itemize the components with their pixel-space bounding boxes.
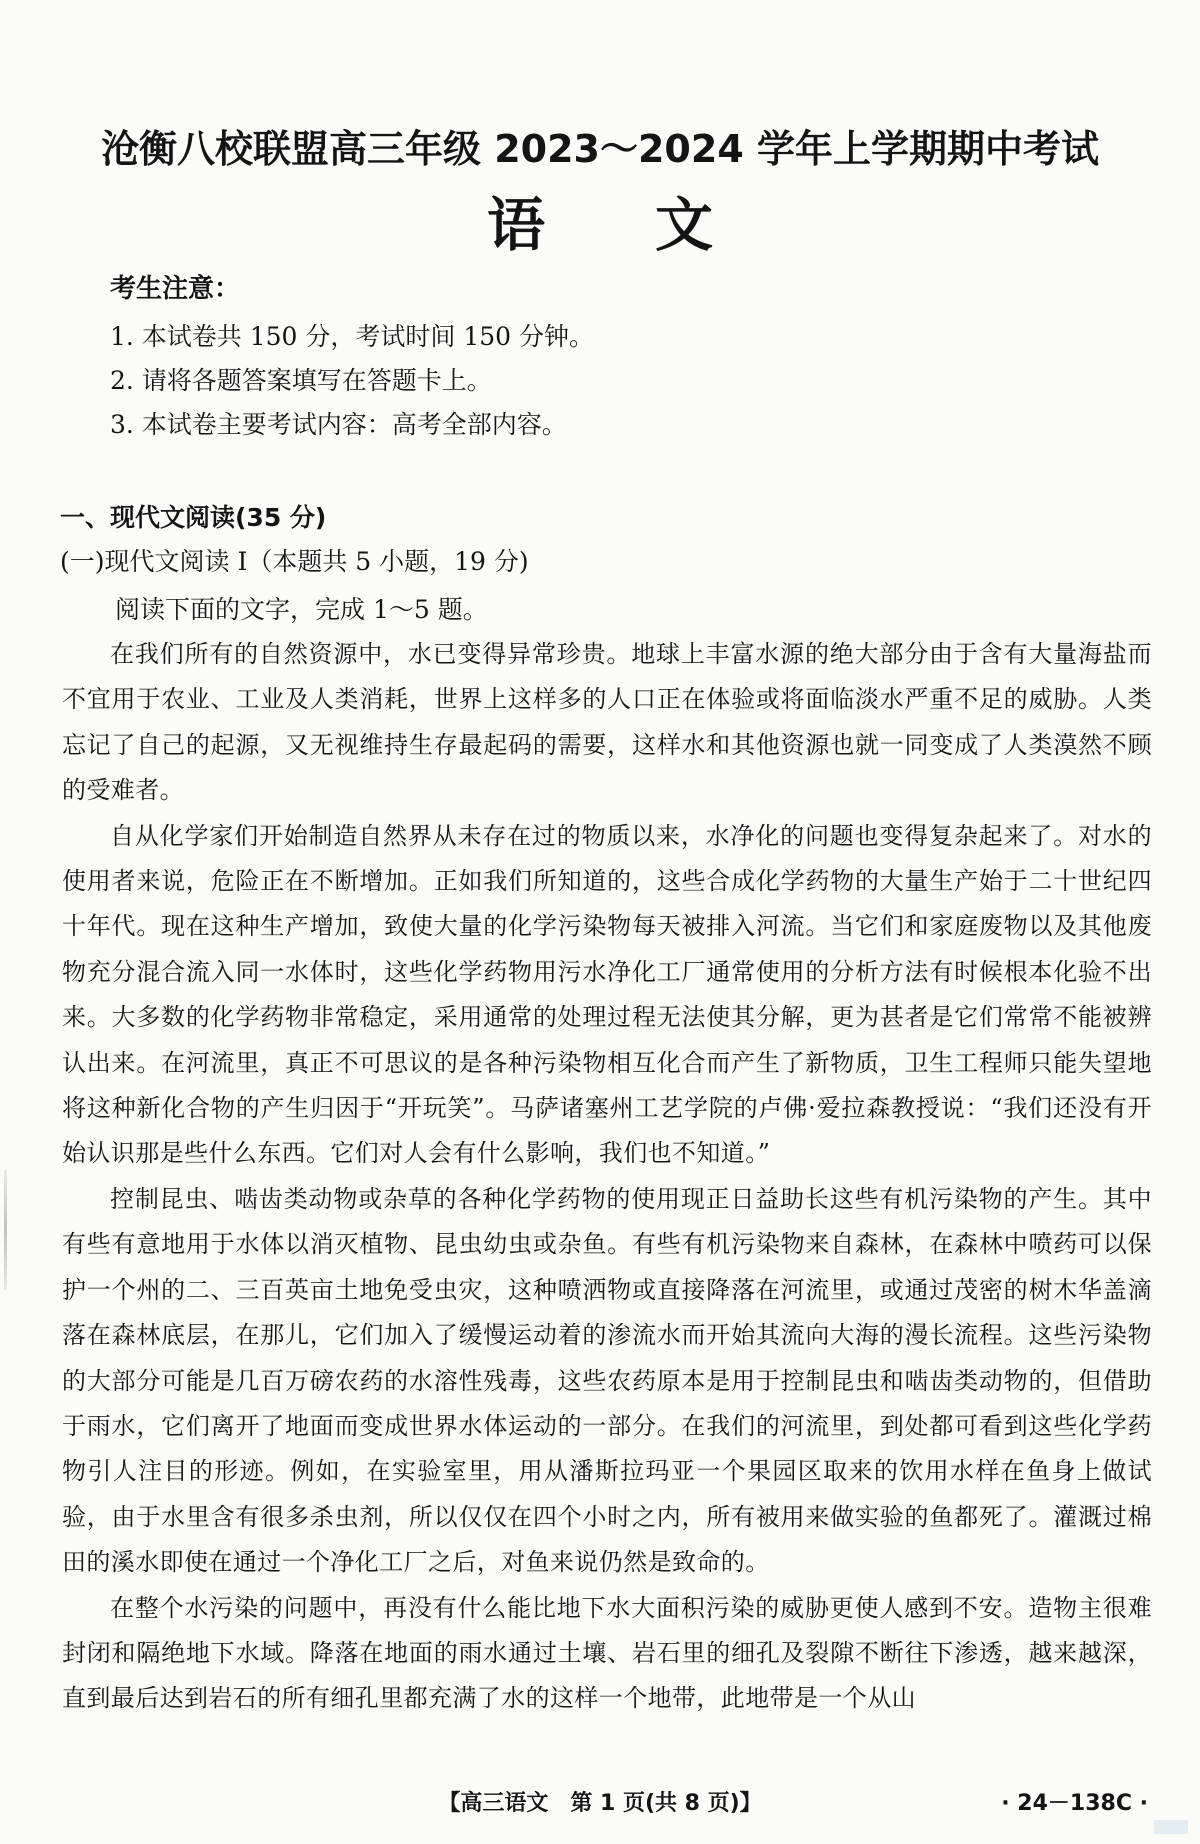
notice-item: 2. 请将各题答案填写在答题卡上。: [110, 366, 492, 395]
reading-passage: [62, 632, 1152, 1722]
notice-item: 3. 本试卷主要考试内容：高考全部内容。: [110, 410, 567, 439]
passage-paragraph: 控制昆虫、啮齿类动物或杂草的各种化学药物的使用现正日益助长这些有机污染物的产生。其中有些有意地用于水体以消灭植物、昆虫幼虫或杂鱼。有些有机污染物来自森林，在森林中喷药可以保护一个州的二、三百英亩土地免受虫灾，这种喷洒物或直接降落在河流里，或通过茂密的树木华盖滴落在森林底层，在那儿，它们加入了缓慢运动着的渗流水而开始其流向大海的漫长流程。这些污染物的大部分可能是几百万磅农药的水溶性残毒，这些农药原本是用于控制昆虫和啮齿类动物的，但借助于雨水，它们离开了地面而变成世界水体运动的一部分。在我们的河流里，到处都可看到这些化学药物引人注目的形迹。例如，在实验室里，用从潘斯拉玛亚一个果园区取来的饮用水样在鱼身上做试验，由于水里含有很多杀虫剂，所以仅仅在四个小时之内，所有被用来做实验的鱼都死了。灌溉过棉田的溪水即使在通过一个净化工厂之后，对鱼来说仍然是致命的。: [62, 1184, 1152, 1577]
notice-item: 1. 本试卷共 150 分，考试时间 150 分钟。: [110, 322, 595, 351]
passage-paragraph: 在整个水污染的问题中，再没有什么能比地下水大面积污染的威胁更使人感到不安。造物主很难封闭和隔绝地下水域。降落在地面的雨水通过土壤、岩石里的细孔及裂隙不断往下渗透，越来越深，直到最后达到岩石的所有细孔里都充满了水的这样一个地带，此地带是一个从山: [62, 1593, 1152, 1713]
notice-heading: 考生注意：: [110, 274, 241, 304]
exam-code: · 24－138C ·: [1001, 1791, 1148, 1816]
scan-edge-mark: [4, 1170, 7, 1290]
subsection-heading: (一)现代文阅读 I（本题共 5 小题，19 分): [60, 547, 529, 576]
exam-title: 沧衡八校联盟高三年级 2023～2024 学年上学期期中考试: [101, 127, 1099, 171]
candidate-notice: [110, 268, 1110, 447]
watermark-logo-icon: [1154, 1820, 1188, 1834]
section-heading: 一、现代文阅读(35 分): [60, 503, 327, 532]
reading-instruction: 阅读下面的文字，完成 1～5 题。: [115, 595, 488, 624]
passage-paragraph: 在我们所有的自然资源中，水已变得异常珍贵。地球上丰富水源的绝大部分由于含有大量海盐而不宜用于农业、工业及人类消耗，世界上这样多的人口正在体验或将面临淡水严重不足的威胁。人类忘记了自己的起源，又无视维持生存最起码的需要，这样水和其他资源也就一同变成了人类漠然不顾的受难者。: [62, 640, 1152, 805]
page-number-label: 【高三语文 第 1 页(共 8 页)】: [438, 1791, 762, 1816]
passage-paragraph: 自从化学家们开始制造自然界从未存在过的物质以来，水净化的问题也变得复杂起来了。对水的使用者来说，危险正在不断增加。正如我们所知道的，这些合成化学药物的大量生产始于二十世纪四十年代。现在这种生产增加，致使大量的化学污染物每天被排入河流。当它们和家庭废物以及其他废物充分混合流入同一水体时，这些化学药物用污水净化工厂通常使用的分析方法有时候根本化验不出来。大多数的化学药物非常稳定，采用通常的处理过程无法使其分解，更为甚者是它们常常不能被辨认出来。在河流里，真正不可思议的是各种污染物相互化合而产生了新物质，卫生工程师只能失望地将这种新化合物的产生归因于“开玩笑”。马萨诸塞州工艺学院的卢佛·爱拉森教授说：“我们还没有开始认识那是些什么东西。它们对人会有什么影响，我们也不知道。”: [62, 821, 1152, 1168]
subject-title: 语文: [486, 191, 823, 259]
